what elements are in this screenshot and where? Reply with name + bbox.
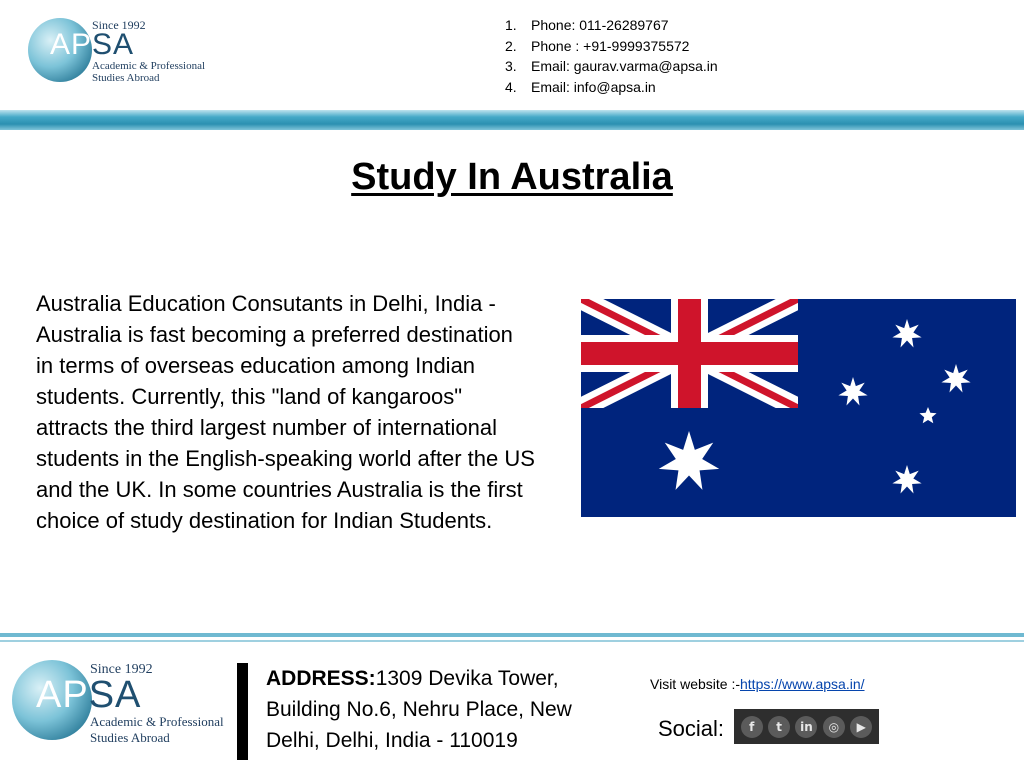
- logo-since: Since 1992: [90, 662, 153, 677]
- address-text: 1309 Devika Tower, Building No.6, Nehru Place, New Delhi, Delhi, India - 110019: [266, 667, 572, 752]
- contact-email-2: Email: info@apsa.in: [531, 78, 656, 95]
- header-bar: [0, 110, 1024, 130]
- apsa-logo-top[interactable]: [28, 18, 206, 90]
- social-icons-bar: [734, 709, 879, 744]
- contact-list: [505, 15, 718, 97]
- page-title: Study In Australia: [351, 156, 673, 198]
- australia-flag-image: [581, 299, 1016, 517]
- contact-phone-2: Phone : +91-9999375572: [531, 37, 690, 54]
- logo-since: Since 1992: [92, 18, 146, 32]
- youtube-icon[interactable]: ▶: [850, 716, 872, 738]
- logo-tagline-1: Academic & Professional: [90, 714, 224, 729]
- footer-divider: [0, 633, 1024, 637]
- address-label: ADDRESS:: [266, 667, 376, 690]
- contact-item: 2. Phone : +91-9999375572: [505, 36, 718, 57]
- footer-divider-thin: [0, 640, 1024, 642]
- social-label: Social:: [658, 716, 725, 741]
- contact-item: 3. Email: gaurav.varma@apsa.in: [505, 56, 718, 77]
- address-block: [266, 663, 616, 756]
- body-paragraph: Australia Education Consutants in Delhi, India - Australia is fast becoming a preferred destination in terms of overseas education among Indian students. Currently, this "land of kangaroos" attracts the third largest number of international students in the English-speaking world after the US and the UK. In some countries Australia is the first choice of study destination for Indian Students.: [36, 291, 535, 533]
- facebook-icon[interactable]: f: [741, 716, 763, 738]
- website-line: [650, 676, 865, 692]
- twitter-icon[interactable]: t: [768, 716, 790, 738]
- website-link[interactable]: https://www.apsa.in/: [740, 676, 865, 692]
- instagram-icon[interactable]: ◎: [823, 716, 845, 738]
- vertical-separator: [237, 663, 248, 760]
- logo-brand: APSA: [50, 28, 135, 61]
- logo-tagline-1: Academic & Professional: [92, 60, 206, 72]
- contact-phone-1: Phone: 011-26289767: [531, 17, 669, 33]
- apsa-logo-bottom[interactable]: [12, 660, 224, 750]
- contact-item: 1. Phone: 011-26289767: [505, 15, 718, 36]
- logo-tagline-2: Studies Abroad: [90, 730, 170, 745]
- union-jack: [581, 299, 798, 408]
- linkedin-icon[interactable]: in: [795, 716, 817, 738]
- logo-brand: APSA: [36, 674, 142, 716]
- website-prefix: Visit website :-: [650, 676, 740, 692]
- contact-email-1: Email: gaurav.varma@apsa.in: [531, 58, 718, 74]
- contact-item: 4. Email: info@apsa.in: [505, 77, 718, 98]
- logo-tagline-2: Studies Abroad: [92, 72, 160, 84]
